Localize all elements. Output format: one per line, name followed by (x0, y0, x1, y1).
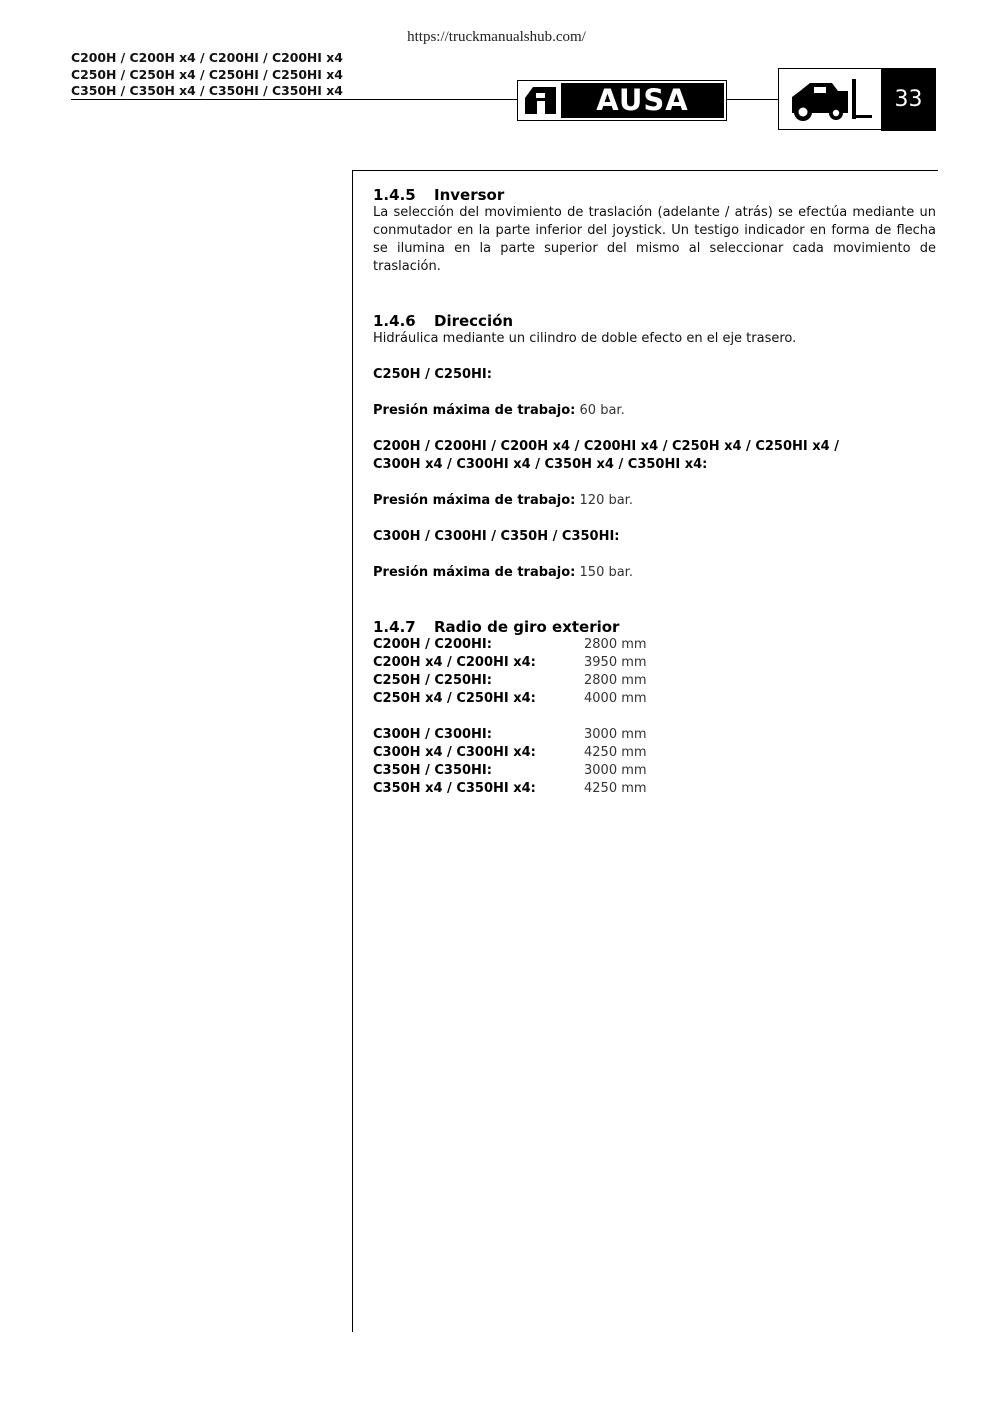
pressure-line (373, 564, 936, 582)
spec-value: 4000 mm (584, 691, 647, 706)
vehicle-box (778, 68, 882, 130)
spec-row (373, 744, 936, 762)
spec-row (373, 780, 936, 798)
model-group-heading: C200H / C200HI / C200H x4 / C200HI x4 / C250H x4 / C250HI x4 / (373, 439, 839, 454)
section-number: 1.4.6 (373, 312, 416, 330)
spec-value: 3000 mm (584, 763, 647, 778)
model-group-heading: C250H / C250HI: (373, 367, 492, 382)
model-line: C200H / C200H x4 / C200HI / C200HI x4 (71, 50, 343, 65)
spec-row (373, 690, 936, 708)
section-number: 1.4.7 (373, 618, 416, 636)
pressure-label: Presión máxima de trabajo: (373, 565, 576, 580)
spec-label: C350H x4 / C350HI x4: (373, 781, 536, 796)
content-left-rule (352, 170, 353, 1332)
pressure-value: 60 bar. (575, 403, 625, 418)
spec-row (373, 726, 936, 744)
spec-value: 3950 mm (584, 655, 647, 670)
section-number: 1.4.5 (373, 186, 416, 204)
ausa-logo (517, 80, 727, 121)
logo-wordmark: AUSA (561, 83, 724, 118)
section-title: Radio de giro exterior (434, 618, 620, 636)
model-list (71, 50, 343, 100)
spec-label: C200H / C200HI: (373, 637, 492, 652)
spec-label: C300H / C300HI: (373, 727, 492, 742)
page-number: 33 (881, 68, 936, 131)
model-group-heading: C300H / C300HI / C350H / C350HI: (373, 529, 620, 544)
pressure-label: Presión máxima de trabajo: (373, 403, 576, 418)
model-group-heading: C300H x4 / C300HI x4 / C350H x4 / C350HI x4: (373, 457, 708, 472)
section-body: Hidráulica mediante un cilindro de doble efecto en el eje trasero. (373, 331, 797, 346)
spec-row (373, 672, 936, 690)
pressure-label: Presión máxima de trabajo: (373, 493, 576, 508)
spec-value: 4250 mm (584, 781, 647, 796)
spec-label: C250H x4 / C250HI x4: (373, 691, 536, 706)
spec-value: 3000 mm (584, 727, 647, 742)
spec-label: C200H x4 / C200HI x4: (373, 655, 536, 670)
spec-value: 4250 mm (584, 745, 647, 760)
section-heading (373, 186, 936, 204)
header-rule (71, 99, 861, 100)
pressure-line (373, 402, 936, 420)
spec-row (373, 636, 936, 654)
section-body: La selección del movimiento de traslación (adelante / atrás) se efectúa mediante un conmutador en la parte inferior del joystick. Un testigo indicador en forma de flecha se ilumina en la parte superior del mismo al seleccionar cada movimiento de traslación. (373, 205, 936, 274)
pressure-value: 150 bar. (575, 565, 633, 580)
pressure-value: 120 bar. (575, 493, 633, 508)
source-url: https://truckmanualshub.com/ (407, 29, 586, 45)
page-content (373, 186, 936, 798)
section-title: Dirección (434, 312, 514, 330)
pressure-line (373, 492, 936, 510)
section-heading (373, 618, 936, 636)
section-title: Inversor (434, 186, 505, 204)
spec-label: C250H / C250HI: (373, 673, 492, 688)
forklift-icon (788, 77, 874, 123)
ausa-logo-mark-icon (521, 84, 560, 117)
spec-value: 2800 mm (584, 673, 647, 688)
model-line: C250H / C250H x4 / C250HI / C250HI x4 (71, 66, 343, 82)
spec-label: C300H x4 / C300HI x4: (373, 745, 536, 760)
spec-value: 2800 mm (584, 637, 647, 652)
spec-row (373, 762, 936, 780)
spec-row (373, 654, 936, 672)
model-line: C350H / C350H x4 / C350HI / C350HI x4 (71, 83, 343, 98)
spec-label: C350H / C350HI: (373, 763, 492, 778)
section-heading (373, 312, 936, 330)
content-top-rule (352, 170, 938, 171)
